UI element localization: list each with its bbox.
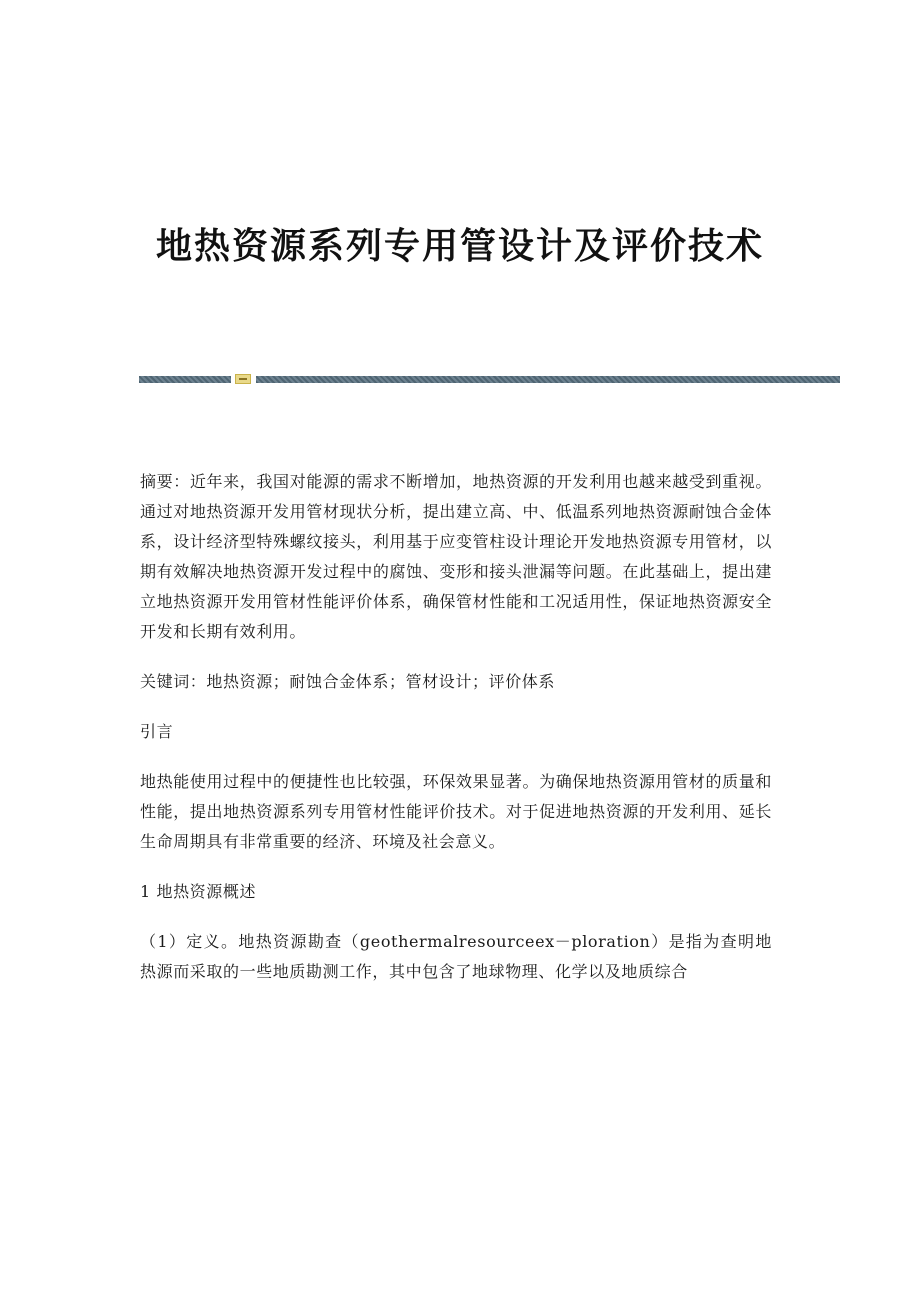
document-body bbox=[140, 467, 772, 987]
intro-heading: 引言 bbox=[140, 722, 174, 741]
document-title: 地热资源系列专用管设计及评价技术 bbox=[155, 225, 764, 267]
divider-bar-right bbox=[256, 376, 840, 383]
intro-paragraph: 地热能使用过程中的便捷性也比较强，环保效果显著。为确保地热资源用管材的质量和性能，提出地热资源系列专用管材性能评价技术。对于促进地热资源的开发利用、延长生命周期具有非常重要的经济、环境及社会意义。 bbox=[140, 772, 772, 851]
section-1-paragraph: （1）定义。地热资源勘查（geothermalresourceex－ploration）是指为查明地热源而采取的一些地质勘测工作，其中包含了地球物理、化学以及地质综合 bbox=[140, 932, 772, 981]
divider-bar-left bbox=[139, 376, 231, 383]
abstract-paragraph: 摘要：近年来，我国对能源的需求不断增加，地热资源的开发利用也越来越受到重视。通过对地热资源开发用管材现状分析，提出建立高、中、低温系列地热资源耐蚀合金体系，设计经济型特殊螺纹接头，利用基于应变管柱设计理论开发地热资源专用管材，以期有效解决地热资源开发过程中的腐蚀、变形和接头泄漏等问题。在此基础上，提出建立地热资源开发用管材性能评价体系，确保管材性能和工况适用性，保证地热资源安全开发和长期有效利用。 bbox=[140, 472, 772, 641]
keywords-line: 关键词：地热资源；耐蚀合金体系；管材设计；评价体系 bbox=[140, 672, 556, 691]
section-1-heading: 1 地热资源概述 bbox=[140, 882, 257, 901]
title-divider bbox=[139, 374, 840, 384]
divider-ornament-icon bbox=[235, 374, 251, 384]
